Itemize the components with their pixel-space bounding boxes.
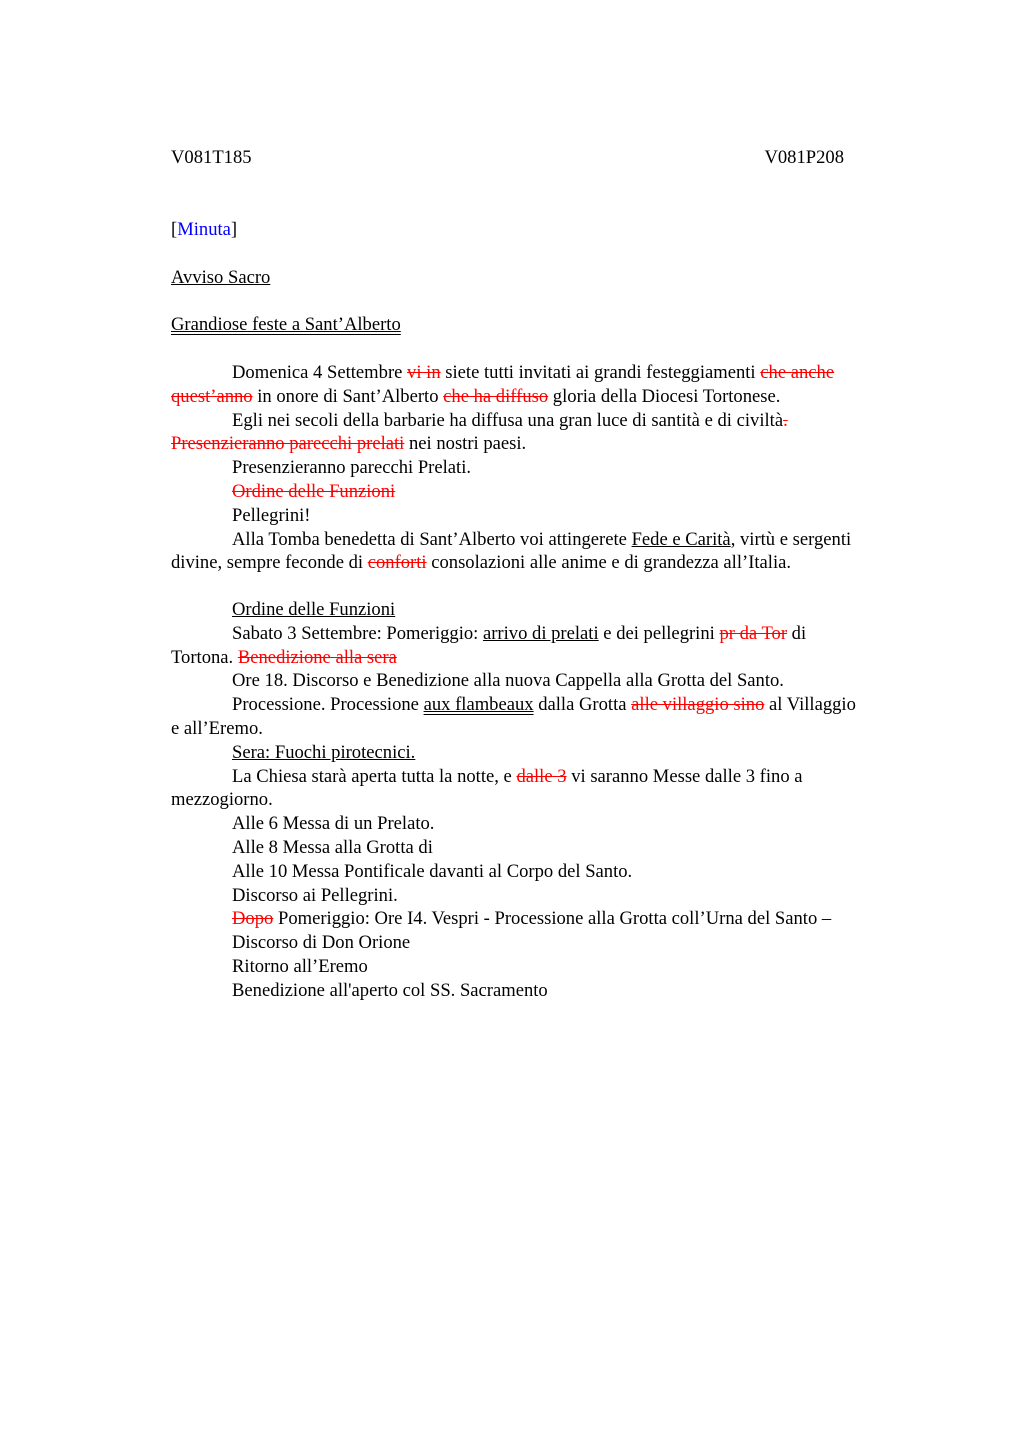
- heading-text: Ordine delle Funzioni: [232, 599, 396, 620]
- deleted-text: Dopo: [232, 908, 274, 930]
- text-run: e dei pellegrini: [598, 622, 720, 644]
- bracket-close: ]: [230, 219, 238, 240]
- text-run: divine, sempre feconde di: [171, 552, 368, 574]
- text-run: di: [787, 622, 807, 644]
- function-3-line-1: [171, 693, 931, 717]
- text-run: consolazioni alle anime e di grandezza all’Italia.: [426, 552, 792, 574]
- paragraph-2-line-1: [171, 409, 931, 433]
- underlined-text: Sera: Fuochi pirotecnici.: [232, 741, 416, 763]
- text-run: Tortona.: [171, 646, 238, 668]
- function-5-line-1: [171, 765, 931, 789]
- function-2: Ore 18. Discorso e Benedizione alla nuova Cappella alla Grotta del Santo.: [232, 670, 784, 692]
- deleted-text: Ordine delle Funzioni: [232, 480, 396, 502]
- paragraph-4: [171, 480, 931, 504]
- function-7: Alle 8 Messa alla Grotta di: [232, 836, 433, 858]
- function-6: Alle 6 Messa di un Prelato.: [232, 813, 435, 835]
- function-8: Alle 10 Messa Pontificale davanti al Corpo del Santo.: [232, 860, 633, 882]
- paragraph-5: Pellegrini!: [232, 504, 311, 526]
- title-text: Avviso Sacro: [171, 267, 271, 288]
- text-run: dalla Grotta: [533, 694, 632, 716]
- text-run: gloria della Diocesi Tortonese.: [548, 385, 781, 407]
- deleted-text: che ha diffuso: [443, 385, 549, 407]
- function-10: [171, 907, 931, 931]
- document-id-left: V081T185: [171, 147, 252, 168]
- text-run: in onore di Sant’Alberto: [252, 385, 444, 407]
- function-3-line-2: e all’Eremo.: [171, 717, 263, 739]
- document-id-right: V081P208: [764, 147, 844, 168]
- underlined-text: arrivo di prelati: [482, 622, 599, 644]
- document-subtitle: [171, 313, 931, 337]
- text-run: La Chiesa starà aperta tutta la notte, e: [232, 765, 517, 787]
- deleted-text: .: [783, 409, 788, 431]
- deleted-text: pr da Tor: [719, 622, 788, 644]
- text-run: nei nostri paesi.: [404, 433, 527, 455]
- underlined-text: Fede e Carità: [631, 528, 731, 550]
- text-run: Domenica 4 Settembre: [232, 362, 408, 383]
- deleted-text: alle villaggio sino: [631, 694, 765, 716]
- paragraph-6-line-2: [171, 551, 931, 575]
- minuta-word: Minuta: [177, 219, 231, 240]
- paragraph-3: Presenzieranno parecchi Prelati.: [232, 457, 472, 479]
- text-run: Egli nei secoli della barbarie ha diffusa una gran luce di santità e di civiltà: [232, 409, 784, 431]
- paragraph-1-line-2: [171, 385, 931, 409]
- functions-heading: [171, 598, 931, 622]
- deleted-text: vi in: [407, 362, 441, 383]
- document-title: [171, 266, 931, 290]
- text-run: Pomeriggio: Ore I4. Vespri - Processione alla Grotta coll’Urna del Santo –: [273, 908, 832, 930]
- function-1-line-1: [171, 622, 931, 646]
- bracket-open: [: [171, 219, 178, 240]
- function-9: Discorso ai Pellegrini.: [232, 884, 398, 906]
- minuta-label: [171, 218, 931, 242]
- paragraph-2-line-2: [171, 432, 931, 456]
- deleted-text: Presenzieranno parecchi prelati: [171, 433, 405, 455]
- text-run: Alla Tomba benedetta di Sant’Alberto voi attingerete: [232, 528, 632, 550]
- function-11: Discorso di Don Orione: [232, 932, 411, 954]
- text-run: Sabato 3 Settembre: Pomeriggio:: [232, 622, 483, 644]
- deleted-text: quest’anno: [171, 385, 253, 407]
- paragraph-1-line-1: [171, 361, 931, 385]
- deleted-text: conforti: [367, 552, 427, 574]
- paragraph-6-line-1: [171, 528, 931, 552]
- deleted-text: dalle 3: [516, 765, 567, 787]
- text-run: Processione. Processione: [232, 694, 424, 716]
- functions-section: [171, 598, 931, 1003]
- text-run: , virtù e sergenti: [730, 528, 852, 550]
- body-text: [171, 361, 931, 575]
- text-run: siete tutti invitati ai grandi festeggiamenti: [440, 362, 761, 383]
- text-run: al Villaggio: [764, 694, 856, 716]
- subtitle-text: Grandiose feste a Sant’Alberto: [171, 314, 401, 335]
- function-12: Ritorno all’Eremo: [232, 955, 368, 977]
- text-run: vi saranno Messe dalle 3 fino a: [566, 765, 803, 787]
- function-5-line-2: mezzogiorno.: [171, 789, 273, 811]
- deleted-text: Benedizione alla sera: [237, 646, 397, 668]
- double-underlined-text: aux flambeaux: [423, 694, 534, 716]
- page-header: [171, 146, 844, 170]
- function-13: Benedizione all'aperto col SS. Sacramento: [232, 979, 548, 1001]
- function-4: [171, 741, 931, 765]
- function-1-line-2: [171, 646, 931, 670]
- deleted-text: che anche: [760, 362, 835, 383]
